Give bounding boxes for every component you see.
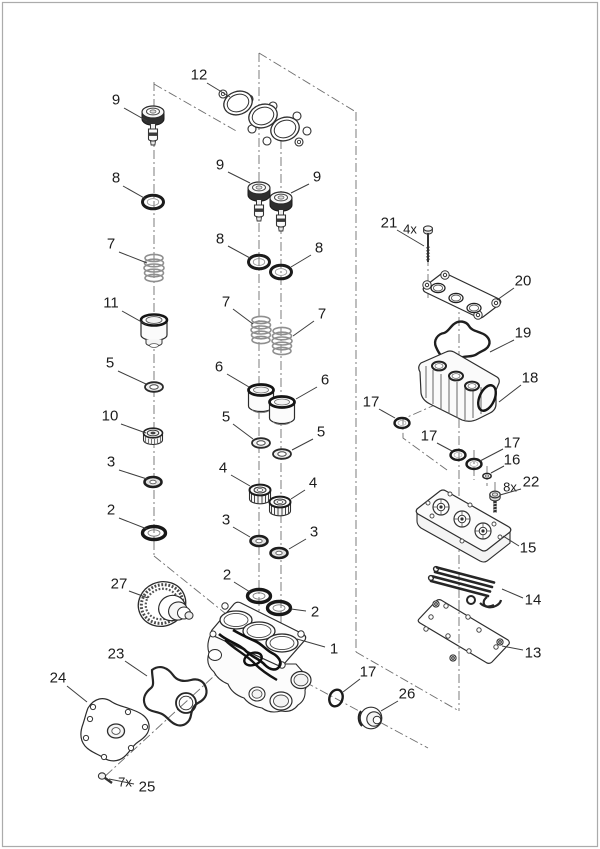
- callout-label-21: 21: [380, 214, 398, 232]
- callout-label-18: 18: [521, 369, 539, 387]
- qty-label-7x: 7x: [118, 774, 132, 790]
- callout-label-4: 4: [308, 474, 318, 492]
- callout-label-16: 16: [503, 451, 521, 469]
- callout-label-11: 11: [103, 294, 119, 312]
- callout-label-8: 8: [111, 169, 121, 187]
- callout-label-23: 23: [107, 645, 125, 663]
- part-10-bearing: [144, 428, 163, 445]
- callout-label-26: 26: [398, 685, 416, 703]
- callout-label-25: 25: [138, 778, 156, 796]
- callout-label-24: 24: [49, 669, 67, 687]
- callout-label-9: 9: [215, 156, 225, 174]
- callout-label-19: 19: [514, 324, 532, 342]
- callout-label-3: 3: [106, 453, 116, 471]
- callout-label-9: 9: [312, 168, 322, 186]
- callout-label-12: 12: [190, 66, 208, 84]
- callout-label-3: 3: [221, 511, 231, 529]
- qty-label-8x: 8x: [503, 479, 517, 495]
- callout-label-17: 17: [362, 393, 380, 411]
- part-3-seal: [251, 536, 268, 546]
- callout-label-3: 3: [309, 523, 319, 541]
- part-16-washer: [483, 473, 491, 478]
- qty-label-4x: 4x: [403, 221, 417, 237]
- part-4-bearing: [270, 497, 291, 516]
- callout-label-17: 17: [503, 434, 521, 452]
- callout-label-7: 7: [317, 305, 327, 323]
- callout-label-5: 5: [316, 423, 326, 441]
- callout-label-10: 10: [101, 407, 119, 425]
- callout-label-13: 13: [524, 644, 542, 662]
- callout-label-8: 8: [314, 239, 324, 257]
- callout-label-5: 5: [221, 408, 231, 426]
- callout-label-7: 7: [106, 235, 116, 253]
- callout-label-14: 14: [524, 591, 542, 609]
- part-6-piston-cup: [270, 397, 295, 425]
- callout-label-5: 5: [105, 354, 115, 372]
- part-4-bearing: [250, 485, 271, 504]
- callout-label-2: 2: [222, 566, 232, 584]
- callout-label-2: 2: [106, 501, 116, 519]
- callout-label-6: 6: [214, 358, 224, 376]
- part-5-washer: [145, 382, 163, 392]
- callout-label-6: 6: [320, 371, 330, 389]
- part-3-seal: [271, 548, 288, 558]
- callout-label-8: 8: [215, 230, 225, 248]
- callout-label-1: 1: [329, 640, 339, 658]
- callout-label-9: 9: [111, 91, 121, 109]
- callout-label-22: 22: [522, 473, 540, 491]
- callout-label-20: 20: [514, 272, 532, 290]
- callout-label-17: 17: [359, 663, 377, 681]
- callout-label-15: 15: [519, 539, 537, 557]
- callout-label-4: 4: [218, 459, 228, 477]
- callout-label-17: 17: [420, 427, 438, 445]
- callout-label-7: 7: [221, 293, 231, 311]
- part-5-washer: [273, 449, 291, 459]
- callout-label-27: 27: [110, 575, 128, 593]
- callout-label-2: 2: [310, 603, 320, 621]
- part-5-washer: [252, 438, 270, 448]
